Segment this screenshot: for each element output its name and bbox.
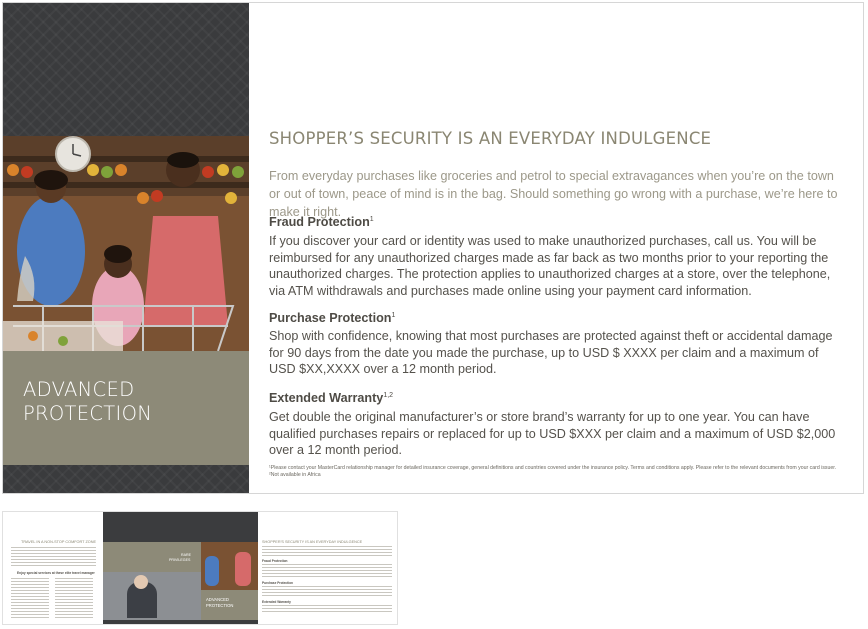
thumbnail-right-text-1 [262, 564, 392, 578]
pattern-footer [3, 465, 249, 493]
footnote-marker: 1 [391, 311, 396, 319]
intro-paragraph: From everyday purchases like groceries and petrol to special extravagances when you’re on the town or out of town, peace of mind is in the bag. Should something go wrong with a purchase, we’re here to make it right. [269, 169, 838, 219]
thumbnail-right-sub-1: Fraud Protection [262, 559, 288, 563]
footnote-marker: 1 [369, 215, 374, 223]
brochure-spread-thumbnail [2, 511, 398, 625]
pattern-header [3, 3, 249, 136]
thumbnail-right-intro [262, 546, 392, 556]
extended-warranty-text: Get double the original manufacturer’s or store brand’s warranty for up to one year. You can have qualified purchases repairs or replaced for up to USD $XXX per claim and a maximum of USD $2,000 over a 12 month period. [269, 410, 836, 457]
footnote-1: ¹Please contact your MasterCard relationship manager for detailed insurance coverage, general definitions and countries covered under the insurance policy. Terms and conditions apply. Please refer to the relevant documents from your card issuer. [269, 465, 837, 471]
section-title-line-2: PROTECTION [23, 402, 153, 425]
thumbnail-right-page [258, 512, 397, 624]
thumbnail-middle-spread [103, 512, 258, 624]
thumbnail-left-list-2 [55, 578, 93, 618]
left-panel [3, 3, 249, 493]
shopping-family-photo [3, 136, 249, 351]
section-title-block [3, 351, 249, 465]
thumbnail-right-heading: SHOPPER’S SECURITY IS AN EVERYDAY INDULGENCE [262, 540, 363, 544]
thumbnail-right-text-2 [262, 586, 392, 598]
thumbnail-left-subheading: Enjoy special services at these elite travel manager [17, 571, 95, 575]
thumbnail-right-sub-2: Purchase Protection [262, 581, 293, 585]
thumbnail-left-text [11, 547, 96, 567]
thumbnail-shopping-photo [201, 542, 258, 590]
thumbnail-left-heading: TRAVEL IN A NON-STOP COMFORT ZONE [21, 540, 97, 544]
extended-warranty-heading [269, 391, 393, 405]
section-title-text: Purchase Protection [269, 311, 392, 325]
thumbnail-advanced-label: ADVANCED [206, 597, 229, 602]
section-title-text: Fraud Protection [269, 215, 370, 229]
fraud-protection-heading [269, 215, 374, 229]
thumbnail-left-list-1 [11, 578, 49, 618]
fraud-protection-text: If you discover your card or identity was used to make unauthorized purchases, call us. You will be reimbursed for any unauthorized charges made as far back as two months prior to your reporting the unauthorized charges. The protection applies to unauthorized charges at a store, over the telephone, via ATM withdrawals and purchases made online using your payment card information. [269, 234, 831, 298]
thumbnail-protection-label: PROTECTION [206, 603, 234, 608]
section-title-line-1: ADVANCED [23, 378, 135, 401]
brochure-page [2, 2, 864, 494]
thumbnail-right-sub-3: Extended Warranty [262, 600, 291, 604]
section-title-text: Extended Warranty [269, 391, 384, 405]
footnote-marker: 1,2 [383, 391, 394, 399]
thumbnail-privileges-label: PRIVILEGES [169, 558, 191, 562]
thumbnail-left-page [3, 512, 103, 624]
purchase-protection-heading [269, 311, 395, 325]
footnote-2: ²Not available in Africa [269, 471, 321, 478]
thumbnail-right-text-3 [262, 605, 392, 613]
thumbnail-rare-label: RARE [181, 553, 191, 557]
footnotes [269, 465, 849, 478]
thumbnail-business-photo [103, 572, 201, 620]
purchase-protection-text: Shop with confidence, knowing that most purchases are protected against theft or accidental damage for 90 days from the date you made the purchase, up to USD $ XXXX per claim and a maximum of USD $XX,XXXX over a 12 month period. [269, 329, 833, 376]
page-headline: SHOPPER’S SECURITY IS AN EVERYDAY INDULGENCE [269, 129, 712, 148]
